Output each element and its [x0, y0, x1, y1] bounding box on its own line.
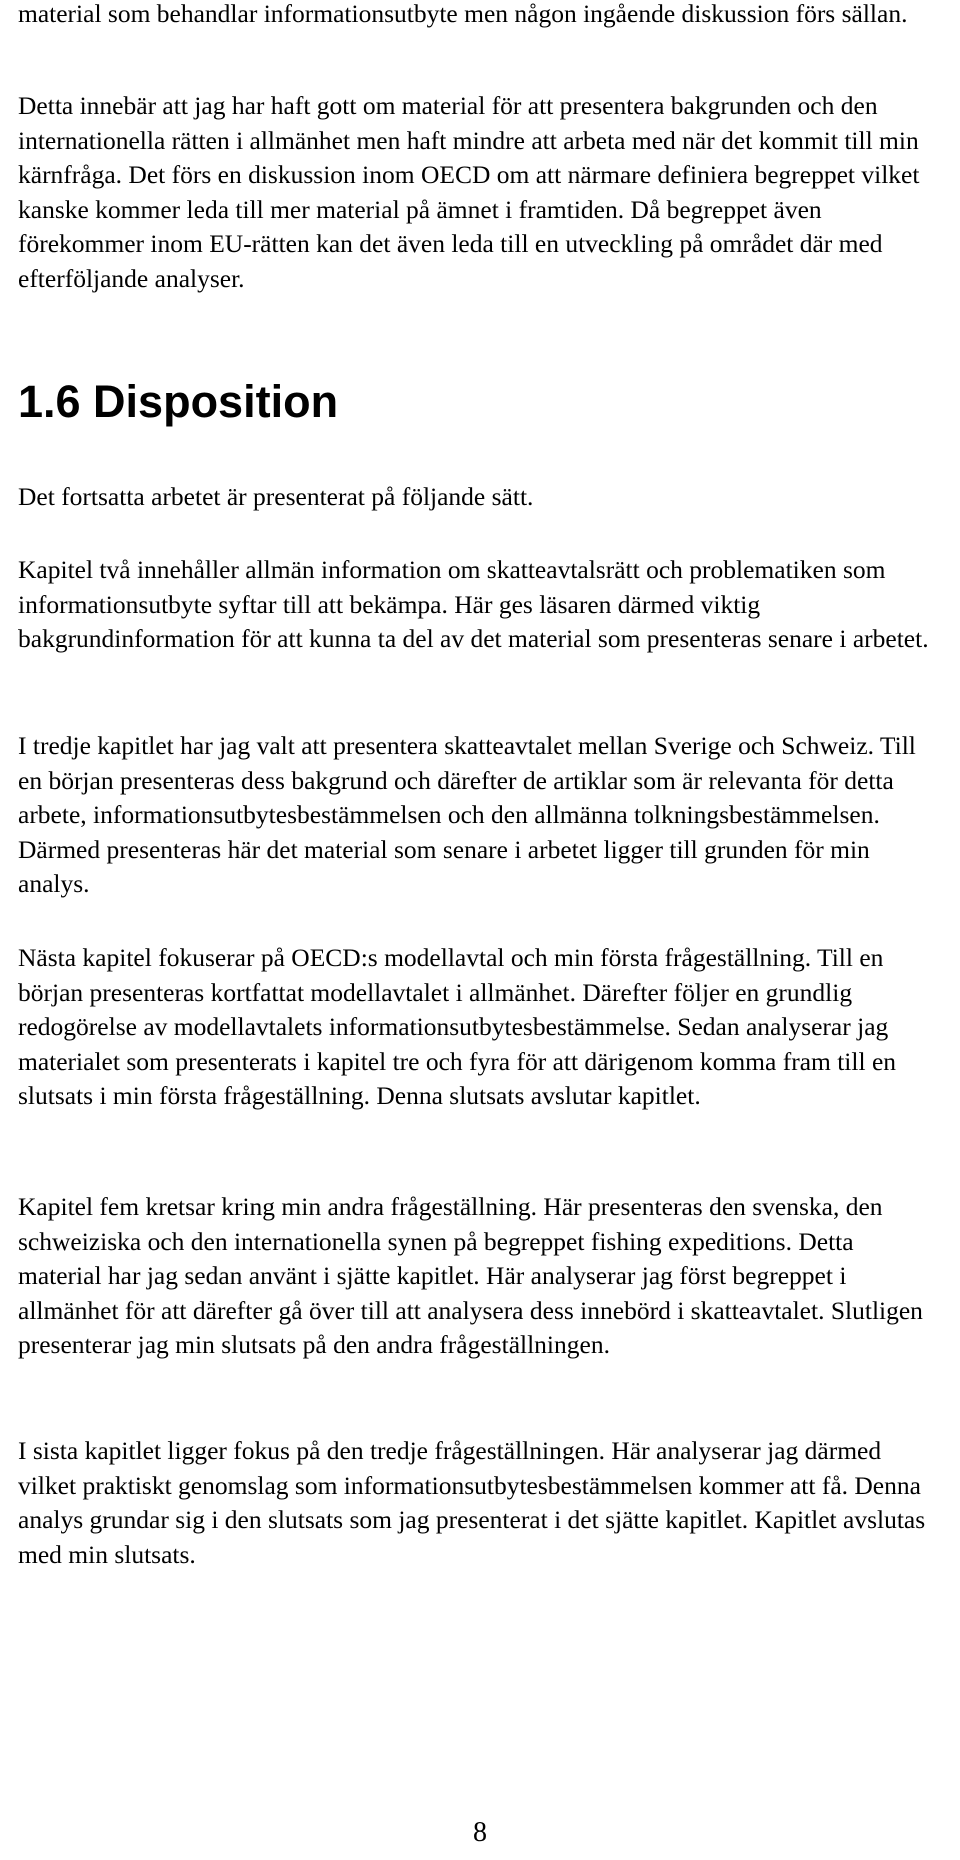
paragraph-chapter-six: I sista kapitlet ligger fokus på den tredje frågeställningen. Här analyserar jag därmed vilket praktiskt genomslag som informationsutbytesbestämmelsen kommer att få. Denna analys grundar sig i den slutsats som jag presenterat i det sjätte kapitlet. Kapitlet avslutas med min slutsats.: [18, 1436, 926, 1569]
paragraph-intro-continued: material som behandlar informationsutbyte men någon ingående diskussion förs sällan.: [18, 0, 908, 28]
page-number: 8: [473, 1817, 487, 1848]
paragraph-chapter-four: Nästa kapitel fokuserar på OECD:s modellavtal och min första frågeställning. Till en början presenteras kortfattat modellavtalet i allmänhet. Därefter följer en grundlig redogörelse av modellavtalets informationsutbytesbestämmelse. Sedan analyserar jag materialet som presenterats i kapitel tre och fyra för att därigenom komma fram till en slutsats i min första frågeställning. Denna slutsats avslutar kapitlet.: [18, 943, 897, 1111]
paragraph-material-discussion: Detta innebär att jag har haft gott om material för att presentera bakgrunden och den internationella rätten i allmänhet men haft mindre att arbeta med när det kommit till min kärnfråga. Det förs en diskussion inom OECD om att närmare definiera begreppet vilket kanske kommer leda till mer material på ämnet i framtiden. Då begreppet även förekommer inom EU-rätten kan det även leda till en utveckling på området där med efterföljande analyser.: [18, 91, 920, 293]
paragraph-disposition-intro: Det fortsatta arbetet är presenterat på följande sätt.: [18, 482, 534, 511]
paragraph-chapter-three: I tredje kapitlet har jag valt att presentera skatteavtalet mellan Sverige och Schweiz. Till en början presenteras dess bakgrund och därefter de artiklar som är relevanta för detta arbete, informationsutbytesbestämmelsen och den allmänna tolkningsbestämmelsen. Därmed presenteras här det material som senare i arbetet ligger till grunden för min analys.: [18, 731, 916, 899]
paragraph-chapter-five: Kapitel fem kretsar kring min andra frågeställning. Här presenteras den svenska, den schweiziska och den internationella synen på begreppet fishing expeditions. Detta material har jag sedan använt i sjätte kapitlet. Här analyserar jag först begreppet i allmänhet för att därefter gå över till att analysera dess innebörd i skatteavtalet. Slutligen presenterar jag min slutsats på den andra frågeställningen.: [18, 1192, 923, 1360]
paragraph-chapter-two: Kapitel två innehåller allmän information om skatteavtalsrätt och problematiken som informationsutbyte syftar till att bekämpa. Här ges läsaren därmed viktig bakgrundinformation för att kunna ta del av det material som presenteras senare i arbetet.: [18, 555, 929, 654]
section-heading: 1.6 Disposition: [18, 376, 339, 427]
page-number-container: [0, 1816, 960, 1850]
